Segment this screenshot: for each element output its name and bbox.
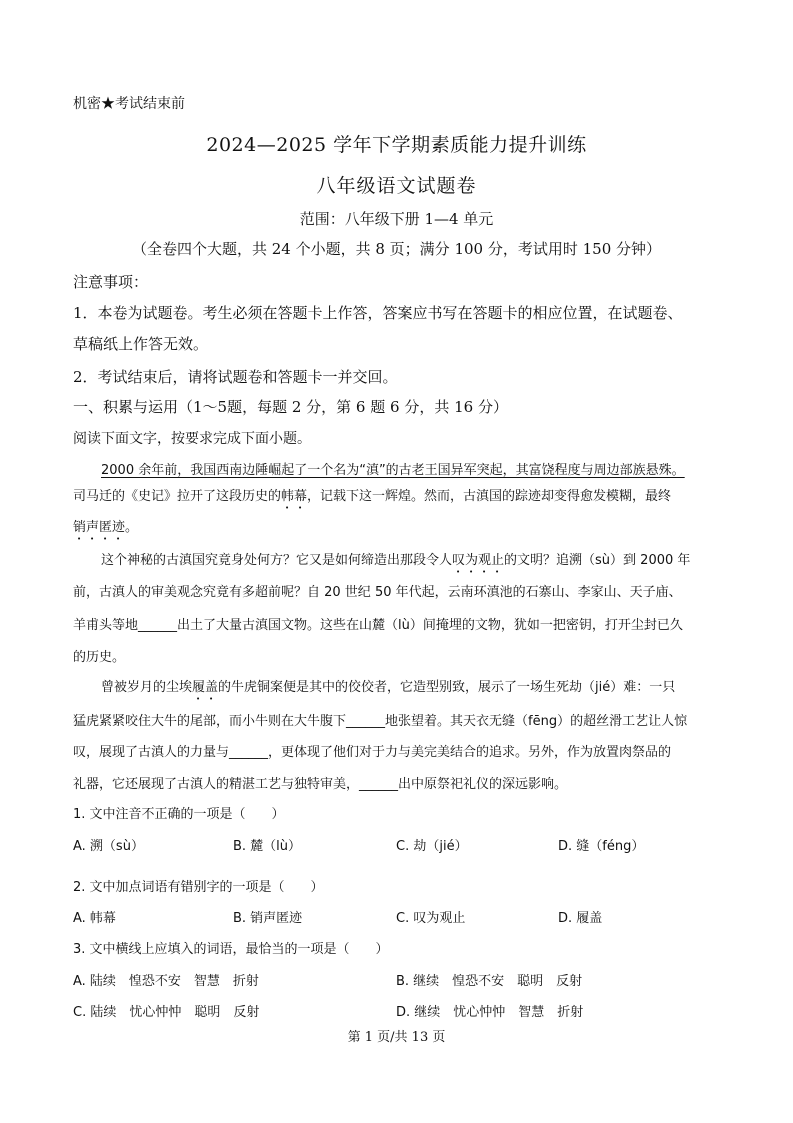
dotted-word-weimu: 帏幕 <box>281 489 308 504</box>
passage-text: 司马迁的《史记》拉开了这段历史的 <box>73 489 282 504</box>
passage-p3-line3: 叹，展现了古滇人的力量与______，更体现了他们对于力与美完美结合的追求。另外，作为放置肉祭品的 <box>73 745 672 760</box>
question-3-option-b: B. 继续 惶恐不安 聪明 反射 <box>396 974 583 989</box>
passage-p3-line2: 猛虎紧紧咬住大牛的尾部，而小牛则在大牛腹下______地张望着。其天衣无缝（fēng）的超丝滑工艺让人惊 <box>73 714 688 729</box>
notice-item-2: 2．考试结束后，请将试题卷和答题卡一并交回。 <box>73 368 398 386</box>
passage-text: 曾被岁月的尘埃 <box>101 680 193 695</box>
passage-p2-line4: 的历史。 <box>73 650 126 665</box>
question-1-option-a: A. 溯（sù） <box>73 839 144 854</box>
passage-text: ，记载下这一辉煌。然而，古滇国的踪迹却变得愈发模糊，最终 <box>307 489 672 504</box>
question-3-option-d: D. 继续 忧心忡忡 智慧 折射 <box>396 1005 584 1020</box>
passage-p3-line1 <box>101 676 675 703</box>
question-2-option-d: D. 履盖 <box>558 911 603 926</box>
question-2-stem: 2. 文中加点词语有错别字的一项是（ ） <box>73 880 324 895</box>
page-number: 第 1 页/共 13 页 <box>347 1030 446 1045</box>
question-3-option-a: A. 陆续 惶恐不安 智慧 折射 <box>73 974 259 989</box>
question-2-option-a: A. 帏幕 <box>73 911 116 926</box>
dotted-word-lvgai: 履盖 <box>192 680 219 695</box>
dotted-word-tanweiguanzhi: 叹为观止 <box>452 553 505 568</box>
dotted-word-xiaoshengniji: 销声匿迹 <box>73 520 126 535</box>
question-3-option-c: C. 陆续 忧心忡忡 聪明 反射 <box>73 1005 260 1020</box>
notice-item-1: 1．本卷为试题卷。考生必须在答题卡上作答，答案应书写在答题卡的相应位置，在试题卷、 <box>73 304 683 322</box>
exam-title: 2024—2025 学年下学期素质能力提升训练 <box>206 134 587 156</box>
passage-p2-line3: 羊甫头等地______出土了大量古滇国文物。这些在山麓（lù）间掩埋的文物，犹如一把密钥，打开尘封已久 <box>73 618 683 633</box>
passage-p1-line2 <box>73 485 671 512</box>
exam-subtitle: 八年级语文试题卷 <box>316 175 477 197</box>
question-1-option-b: B. 麓（lù） <box>233 839 302 854</box>
notice-item-1-cont: 草稿纸上作答无效。 <box>73 335 209 353</box>
passage-text: 的文明？追溯（sù）到 2000 年 <box>504 553 691 568</box>
section-instruction: 阅读下面文字，按要求完成下面小题。 <box>73 431 311 447</box>
question-2-option-b: B. 销声匿迹 <box>233 911 303 926</box>
passage-text: 。 <box>125 520 139 535</box>
passage-p1-line3 <box>73 516 138 543</box>
passage-p2-line1 <box>101 549 690 576</box>
exam-info: （全卷四个大题，共 24 个小题，共 8 页；满分 100 分，考试用时 150 分钟） <box>131 240 662 258</box>
question-1-option-c: C. 劫（jié） <box>396 839 468 854</box>
section-heading: 一、积累与运用（1～5题，每题 2 分，第 6 题 6 分，共 16 分） <box>73 398 508 416</box>
question-3-stem: 3. 文中横线上应填入的词语，最恰当的一项是（ ） <box>73 942 389 957</box>
question-2-option-c: C. 叹为观止 <box>396 911 466 926</box>
exam-scope: 范围：八年级下册 1—4 单元 <box>299 210 494 228</box>
confidential-mark: 机密★考试结束前 <box>73 96 185 112</box>
passage-p3-line4: 礼器，它还展现了古滇人的精湛工艺与独特审美，______出中原祭祀礼仪的深远影响。 <box>73 777 568 792</box>
passage-p1-line1: 2000 余年前，我国西南边陲崛起了一个名为“滇”的古老王国异军突起，其富饶程度与周边部族悬殊。 <box>101 463 685 478</box>
passage-text: 这个神秘的古滇国究竟身处何方？它又是如何缔造出那段令人 <box>101 553 453 568</box>
question-1-option-d: D. 缝（féng） <box>558 839 645 854</box>
question-1-stem: 1. 文中注音不正确的一项是（ ） <box>73 807 285 822</box>
passage-p2-line2: 前，古滇人的审美观念究竟有多超前呢？自 20 世纪 50 年代起，云南环滇池的石寨山、李家山、天子庙、 <box>73 585 682 600</box>
passage-text: 的牛虎铜案便是其中的佼佼者，它造型别致，展示了一场生死劫（jié）难：一只 <box>218 680 676 695</box>
notice-heading: 注意事项： <box>73 273 149 291</box>
